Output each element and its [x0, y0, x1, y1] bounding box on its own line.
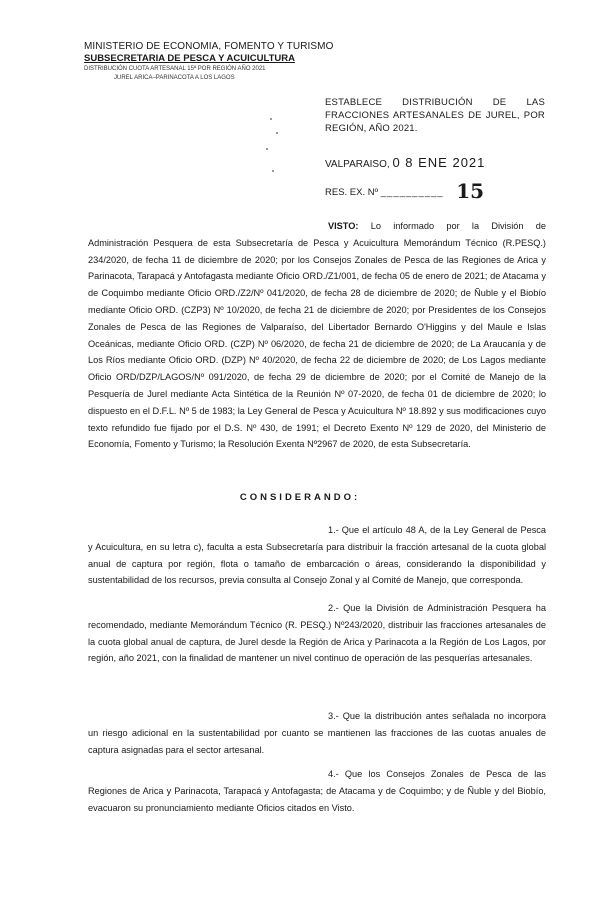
considerando-4: 4.- Que los Consejos Zonales de Pesca de las Regiones de Arica y Parinacota, Tarapacá y Antofagasta; de Atacama y de Coquimbo; y de Ñuble y del Biobío, evacuaron su pronunciamiento mediante Oficios citados en Visto.: [88, 769, 546, 813]
considerando-2: 2.- Que la División de Administración Pesquera ha recomendado, mediante Memorándum Técnico (R. PESQ.) Nº243/2020, distribuir las fracciones artesanales de la cuota global anual de captura, de Jurel desde la Región de Arica y Parinacota a la Región de Los Lagos, por región, año 2021, con la finalidad de mantener un nivel continuo de operación de las pesquerías artesanales.: [88, 603, 546, 664]
reference-line-1: DISTRIBUCIÓN CUOTA ARTESANAL 15ª POR REGIÓN AÑO 2021: [84, 66, 266, 72]
considerando-heading: CONSIDERANDO:: [239, 492, 361, 503]
res-blank: __________: [380, 187, 444, 198]
considerando-1: 1.- Que el artículo 48 A, de la Ley General de Pesca y Acuicultura, en su letra c), faculta a esta Subsecretaría para distribuir la fracción artesanal de la cuota global anual de captura por región, flota o tamaño de embarcación o áreas, considerando la disponibilidad y sustentabilidad de los recursos, previa consulta al Consejo Zonal y al Comité de Manejo, que corresponda.: [88, 525, 546, 586]
letterhead: [84, 40, 344, 83]
date: 0 8 ENE 2021: [392, 155, 486, 170]
visto-paragraph: [88, 218, 546, 453]
res-label: RES. EX. Nº: [325, 187, 379, 198]
res-number: 15: [456, 179, 485, 203]
reference-line-2: JUREL ARICA–PARINACOTA A LOS LAGOS: [114, 75, 235, 81]
visto-lead: VISTO:: [328, 221, 359, 231]
place-date: [325, 155, 485, 170]
faint-marks: [270, 118, 271, 178]
place: VALPARAISO,: [325, 159, 390, 170]
ministry-name: MINISTERIO DE ECONOMIA, FOMENTO Y TURISMO: [84, 41, 334, 52]
resolution-subject: ESTABLECE DISTRIBUCIÓN DE LAS FRACCIONES ARTESANALES DE JUREL, POR REGIÓN, AÑO 2021.: [325, 97, 545, 134]
subsecretaria-name: SUBSECRETARIA DE PESCA Y ACUICULTURA: [84, 53, 295, 64]
visto-text: Lo informado por la División de Administración Pesquera de esta Subsecretaría de Pesca y Acuicultura Memorándum Técnico (R.PESQ.) 234/2020, de fecha 11 de diciembre de 2020; por los Consejos Zonales de Pesca de las Regiones de Arica y Parinacota, Tarapacá y Antofagasta mediante Oficio ORD./Z1/001, de fecha 05 de enero de 2021; de Atacama y de Coquimbo mediante Oficio ORD./Z2/Nº 041/2020, de fecha 28 de diciembre de 2020; de Ñuble y el Biobío mediante Oficio ORD. (CZP3) Nº 10/2020, de fecha 21 de diciembre de 2020; por Presidentes de los Consejos Zonales de Pesca de las Regiones de Valparaíso, del Libertador Bernardo O'Higgins y del Maule e Islas Oceánicas, mediante Oficio ORD. (CZP) Nº 06/2020, de fecha 21 de diciembre de 2020; de La Araucanía y de Los Ríos mediante Oficio ORD. (DZP) Nº 40/2020, de fecha 22 de diciembre de 2020; de Los Lagos mediante Oficio ORD/DZP/LAGOS/Nº 091/2020, de fecha 29 de diciembre de 2020; por el Comité de Manejo de la Pesquería de Jurel mediante Acta Sintética de la Reunión Nº 07-2020, de fecha 01 de diciembre de 2020; lo dispuesto en el D.F.L. Nº 5 de 1983; la Ley General de Pesca y Acuicultura Nº 18.892 y sus modificaciones cuyo texto refundido fue fijado por el D.S. Nº 430, de 1991; el Decreto Exento Nº 129 de 2020, del Ministerio de Economía, Fomento y Turismo; la Resolución Exenta Nº2967 de 2020, de esta Subsecretaría.: [88, 221, 546, 450]
resolution-number-line: [325, 176, 485, 203]
considerando-3: 3.- Que la distribución antes señalada no incorpora un riesgo adicional en la sustentabilidad por cuanto se mantienen las fracciones de las cuotas anuales de captura asignadas para el sector artesanal.: [88, 711, 546, 755]
